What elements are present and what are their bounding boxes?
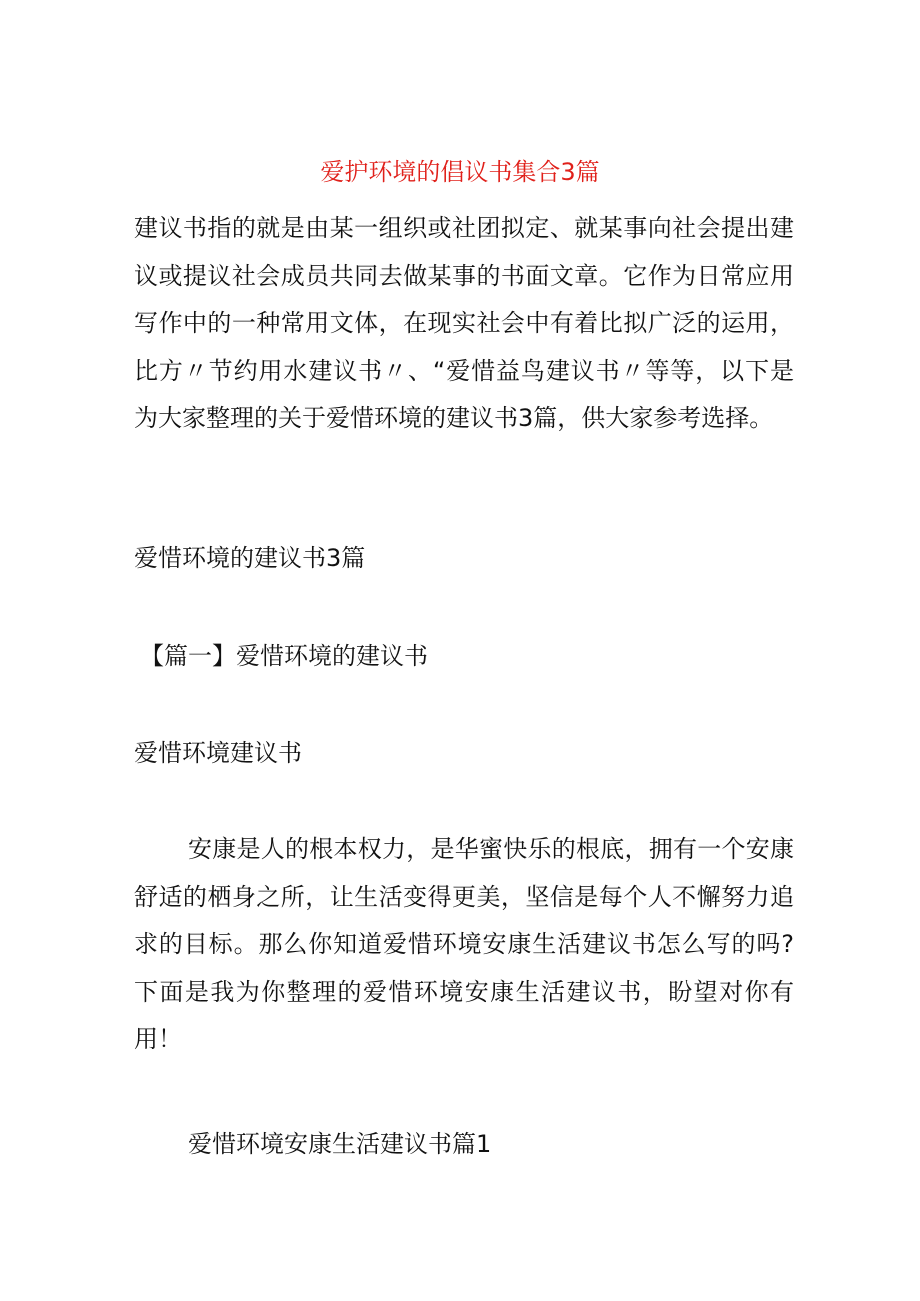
part-heading: 【篇一】爱惜环境的建议书	[140, 642, 428, 670]
document-title: 爱护环境的倡议书集合3篇	[320, 158, 600, 186]
intro-paragraph: 建议书指的就是由某一组织或社团拟定、就某事向社会提出建议或提议社会成员共同去做某事的书面文章。它作为日常应用写作中的一种常用文体，在现实社会中有着比拟广泛的运用，比方〃节约用水建议书〃、“爱惜益鸟建议书〃等等，以下是为大家整理的关于爱惜环境的建议书3篇，供大家参考选择。	[134, 214, 794, 432]
letter-heading: 爱惜环境建议书	[134, 739, 302, 767]
body-paragraph: 安康是人的根本权力，是华蜜快乐的根底，拥有一个安康舒适的栖身之所，让生活变得更美，坚信是每个人不懈努力追求的目标。那么你知道爱惜环境安康生活建议书怎么写的吗?下面是我为你整理的爱惜环境安康生活建议书，盼望对你有用！	[134, 835, 794, 1053]
section-heading: 爱惜环境的建议书3篇	[134, 544, 366, 572]
sub-heading: 爱惜环境安康生活建议书篇1	[188, 1130, 492, 1158]
